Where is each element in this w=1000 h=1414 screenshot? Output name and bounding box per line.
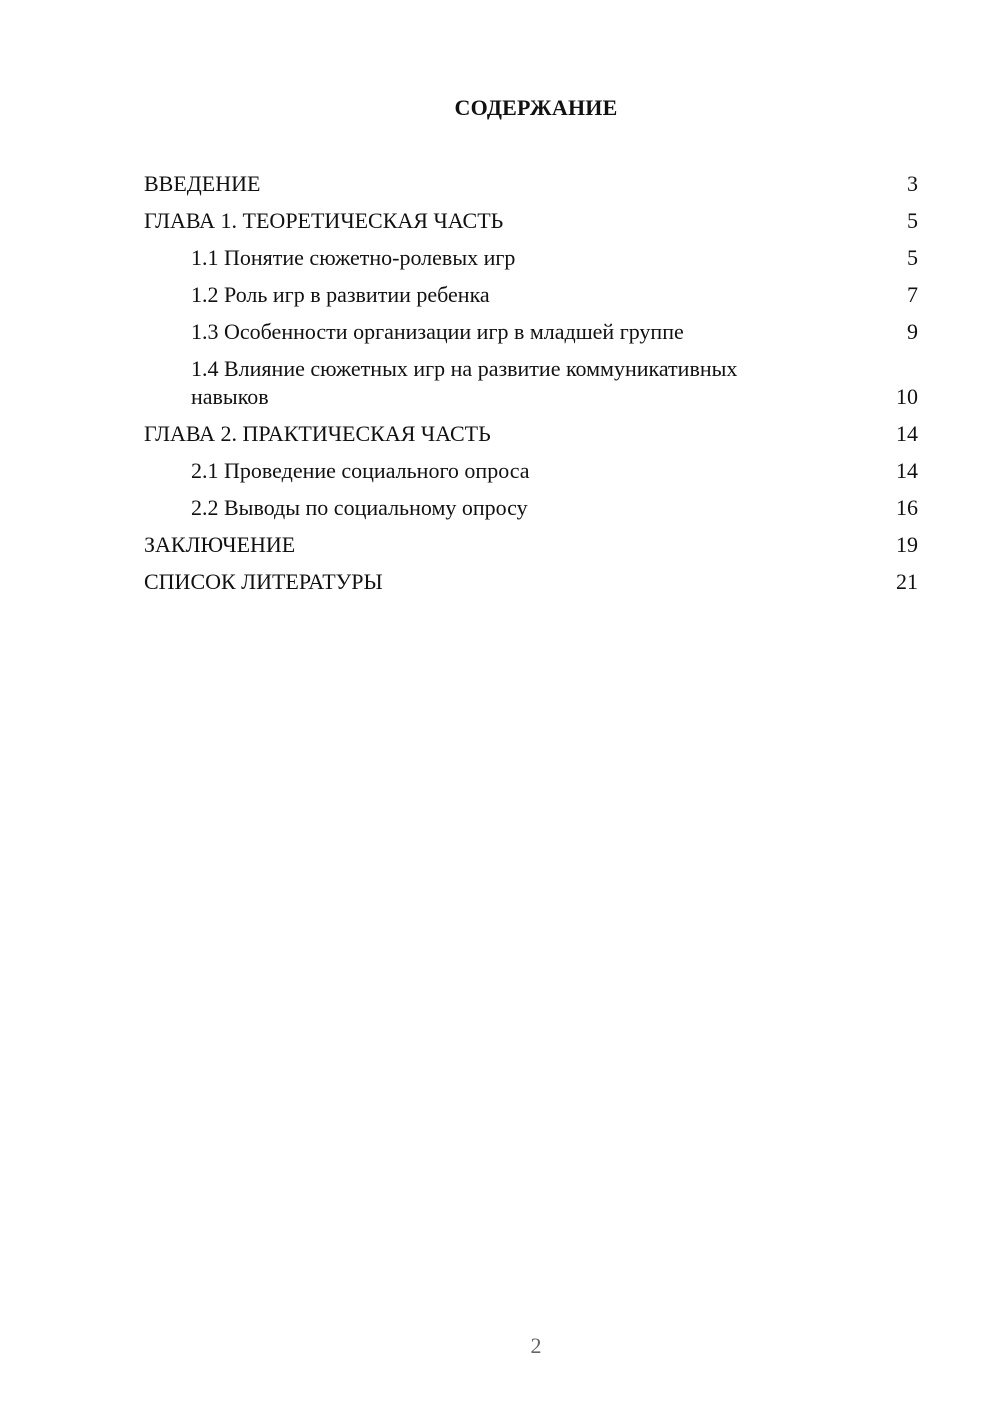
toc-entry-label: ВВЕДЕНИЕ <box>144 171 261 196</box>
toc-subentry <box>144 355 918 411</box>
toc-entry-page: 21 <box>896 569 918 594</box>
toc-entry-label: 1.2 Роль игр в развитии ребенка <box>191 282 490 307</box>
toc-entry-page: 5 <box>907 245 918 270</box>
toc-subentry <box>144 494 918 522</box>
toc-subentry <box>144 281 918 309</box>
toc-entry-page: 3 <box>907 171 918 196</box>
toc-subentry <box>144 318 918 346</box>
toc-entry-label: ГЛАВА 2. ПРАКТИЧЕСКАЯ ЧАСТЬ <box>144 421 491 446</box>
toc-entry-label: 2.2 Выводы по социальному опросу <box>191 495 528 520</box>
toc-entry-label: 1.1 Понятие сюжетно-ролевых игр <box>191 245 516 270</box>
toc-entry-page: 19 <box>896 532 918 557</box>
toc-entry-page: 14 <box>896 458 918 483</box>
toc-entry-page: 16 <box>896 495 918 520</box>
page-title: СОДЕРЖАНИЕ <box>454 95 618 120</box>
toc-entry <box>144 420 918 448</box>
toc-entry-label: 2.1 Проведение социального опроса <box>191 458 530 483</box>
toc-entry-page: 10 <box>896 384 918 409</box>
toc-entry-label: ЗАКЛЮЧЕНИЕ <box>144 532 296 557</box>
toc-entry <box>144 531 918 559</box>
toc-entry-label: 1.4 Влияние сюжетных игр на развитие коммуникативных навыков <box>191 356 738 409</box>
toc-subentry <box>144 457 918 485</box>
toc-entry-page: 5 <box>907 208 918 233</box>
toc-entry <box>144 207 918 235</box>
toc-entry <box>144 170 918 198</box>
toc-entry-page: 7 <box>907 282 918 307</box>
toc-subentry <box>144 244 918 272</box>
table-of-contents <box>144 170 918 605</box>
toc-entry-label: ГЛАВА 1. ТЕОРЕТИЧЕСКАЯ ЧАСТЬ <box>144 208 504 233</box>
toc-entry-label: СПИСОК ЛИТЕРАТУРЫ <box>144 569 383 594</box>
toc-entry-page: 9 <box>907 319 918 344</box>
toc-entry-label: 1.3 Особенности организации игр в младшей группе <box>191 319 684 344</box>
page-number: 2 <box>530 1333 542 1358</box>
toc-entry <box>144 568 918 596</box>
toc-entry-page: 14 <box>896 421 918 446</box>
